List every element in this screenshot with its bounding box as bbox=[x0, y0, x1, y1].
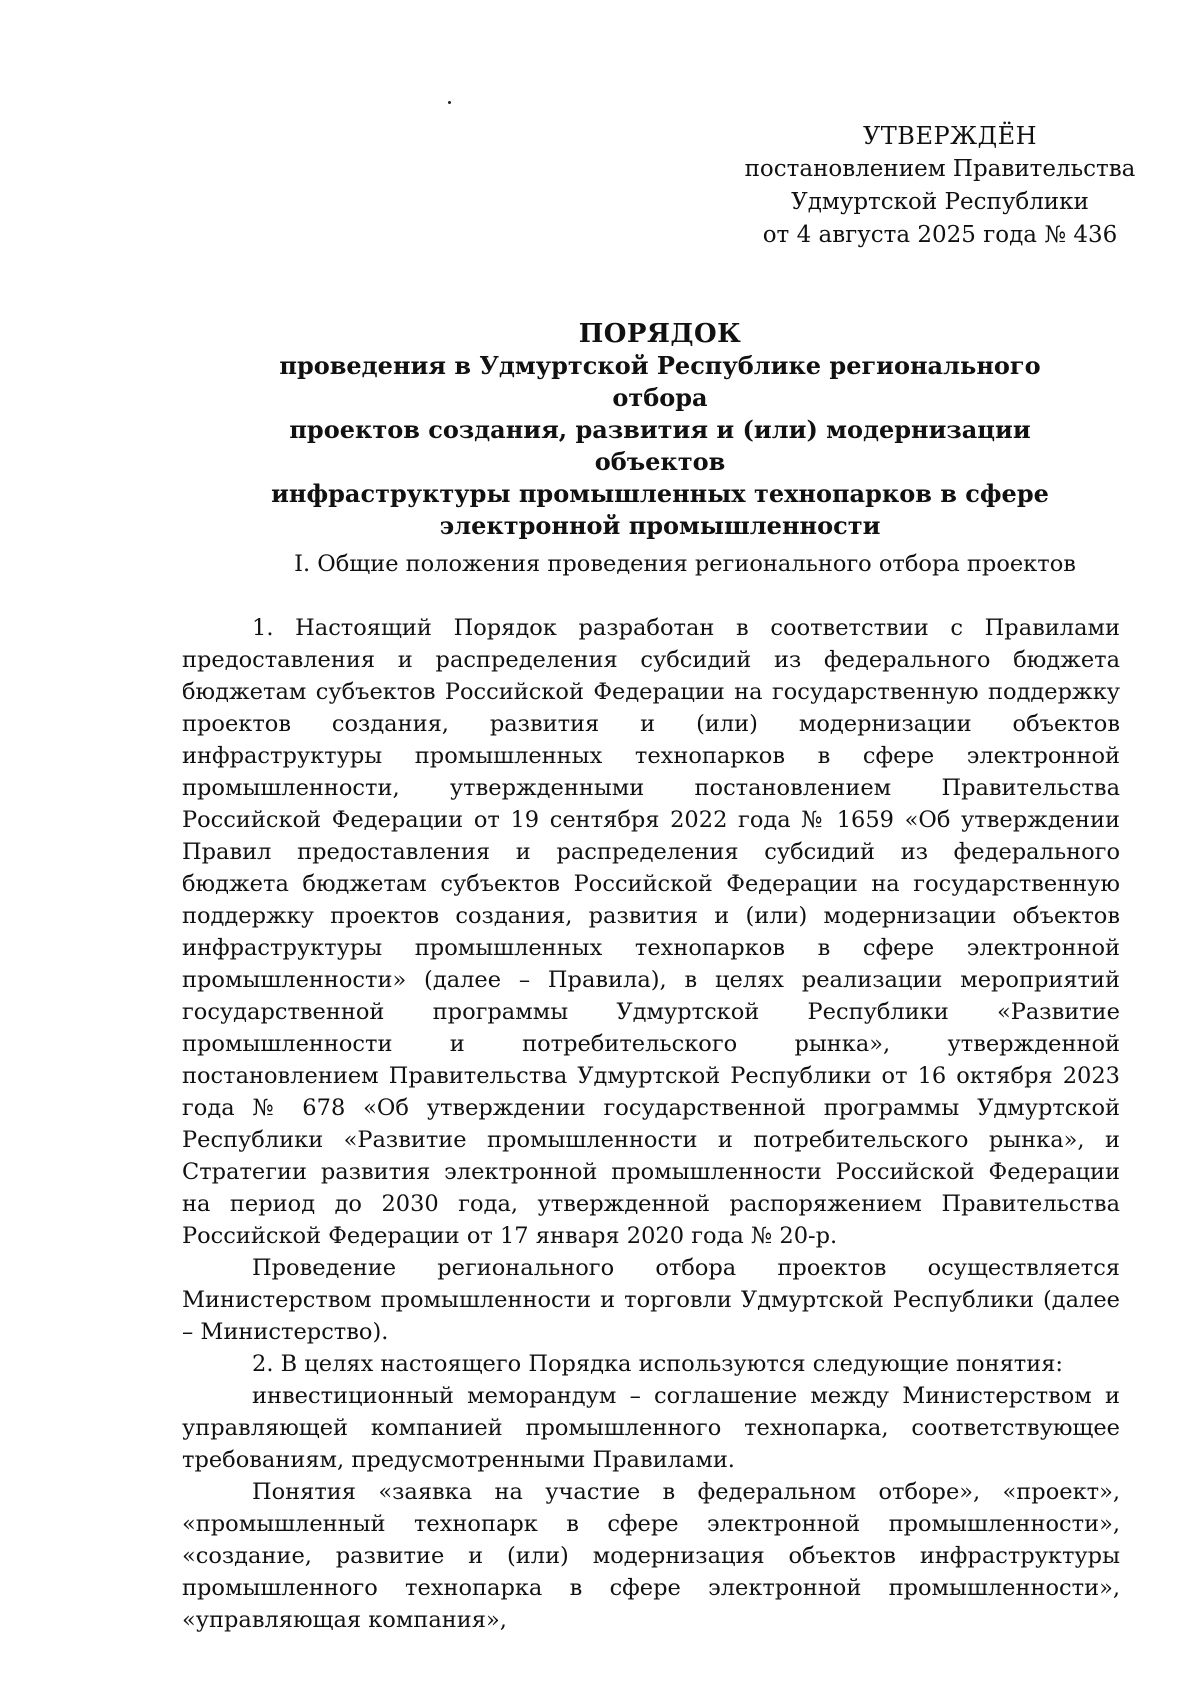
document-title-line: инфраструктуры промышленных технопарков в сфере bbox=[271, 479, 1049, 508]
approval-stamp bbox=[740, 120, 1140, 252]
document-title-main: ПОРЯДОК bbox=[578, 319, 742, 349]
paragraph: 1. Настоящий Порядок разработан в соответствии с Правилами предоставления и распределения субсидий из федерального бюджета бюджетам субъектов Российской Федерации на государственную поддержку проектов создания, развития и (или) модернизации объектов инфраструктуры промышленных технопарков в сфере электронной промышленности, утвержденными постановлением Правительства Российской Федерации от 19 сентября 2022 года № 1659 «Об утверждении Правил предоставления и распределения субсидий из федерального бюджета бюджетам субъектов Российской Федерации на государственную поддержку проектов создания, развития и (или) модернизации объектов инфраструктуры промышленных технопарков в сфере электронной промышленности» (далее – Правила), в целях реализации мероприятий государственной программы Удмуртской Республики «Развитие промышленности и потребительского рынка», утвержденной постановлением Правительства Удмуртской Республики от 16 октября 2023 года № 678 «Об утверждении государственной программы Удмуртской Республики «Развитие промышленности и потребительского рынка», и Стратегии развития электронной промышленности Российской Федерации на период до 2030 года, утвержденной распоряжением Правительства Российской Федерации от 17 января 2020 года № 20-р. bbox=[182, 615, 1120, 1249]
paragraph: 2. В целях настоящего Порядка используются следующие понятия: bbox=[252, 1351, 1063, 1377]
document-title-line: электронной промышленности bbox=[439, 511, 881, 540]
paragraph: инвестиционный меморандум – соглашение между Министерством и управляющей компанией промышленного технопарка, соответствующее требованиям, предусмотренными Правилами. bbox=[182, 1383, 1120, 1473]
approval-line: Удмуртской Республики bbox=[791, 189, 1089, 215]
approval-line: постановлением Правительства bbox=[744, 156, 1136, 182]
approval-line: от 4 августа 2025 года № 436 bbox=[762, 222, 1118, 248]
section-heading: I. Общие положения проведения регионального отбора проектов bbox=[294, 551, 1076, 577]
body-text bbox=[182, 612, 1120, 1636]
paragraph: Понятия «заявка на участие в федеральном отборе», «проект», «промышленный технопарк в сфере электронной промышленности», «создание, развитие и (или) модернизация объектов инфраструктуры промышленного технопарка в сфере электронной промышленности», «управляющая компания», bbox=[182, 1479, 1120, 1633]
document-title-line: проведения в Удмуртской Республике регионального отбора bbox=[279, 351, 1041, 412]
document-title bbox=[230, 318, 1090, 542]
approval-title: УТВЕРЖДЁН bbox=[862, 122, 1038, 150]
paragraph: Проведение регионального отбора проектов осуществляется Министерством промышленности и торговли Удмуртской Республики (далее – Министерство). bbox=[182, 1255, 1120, 1345]
scan-speck bbox=[448, 101, 451, 104]
document-title-line: проектов создания, развития и (или) модернизации объектов bbox=[289, 415, 1031, 476]
